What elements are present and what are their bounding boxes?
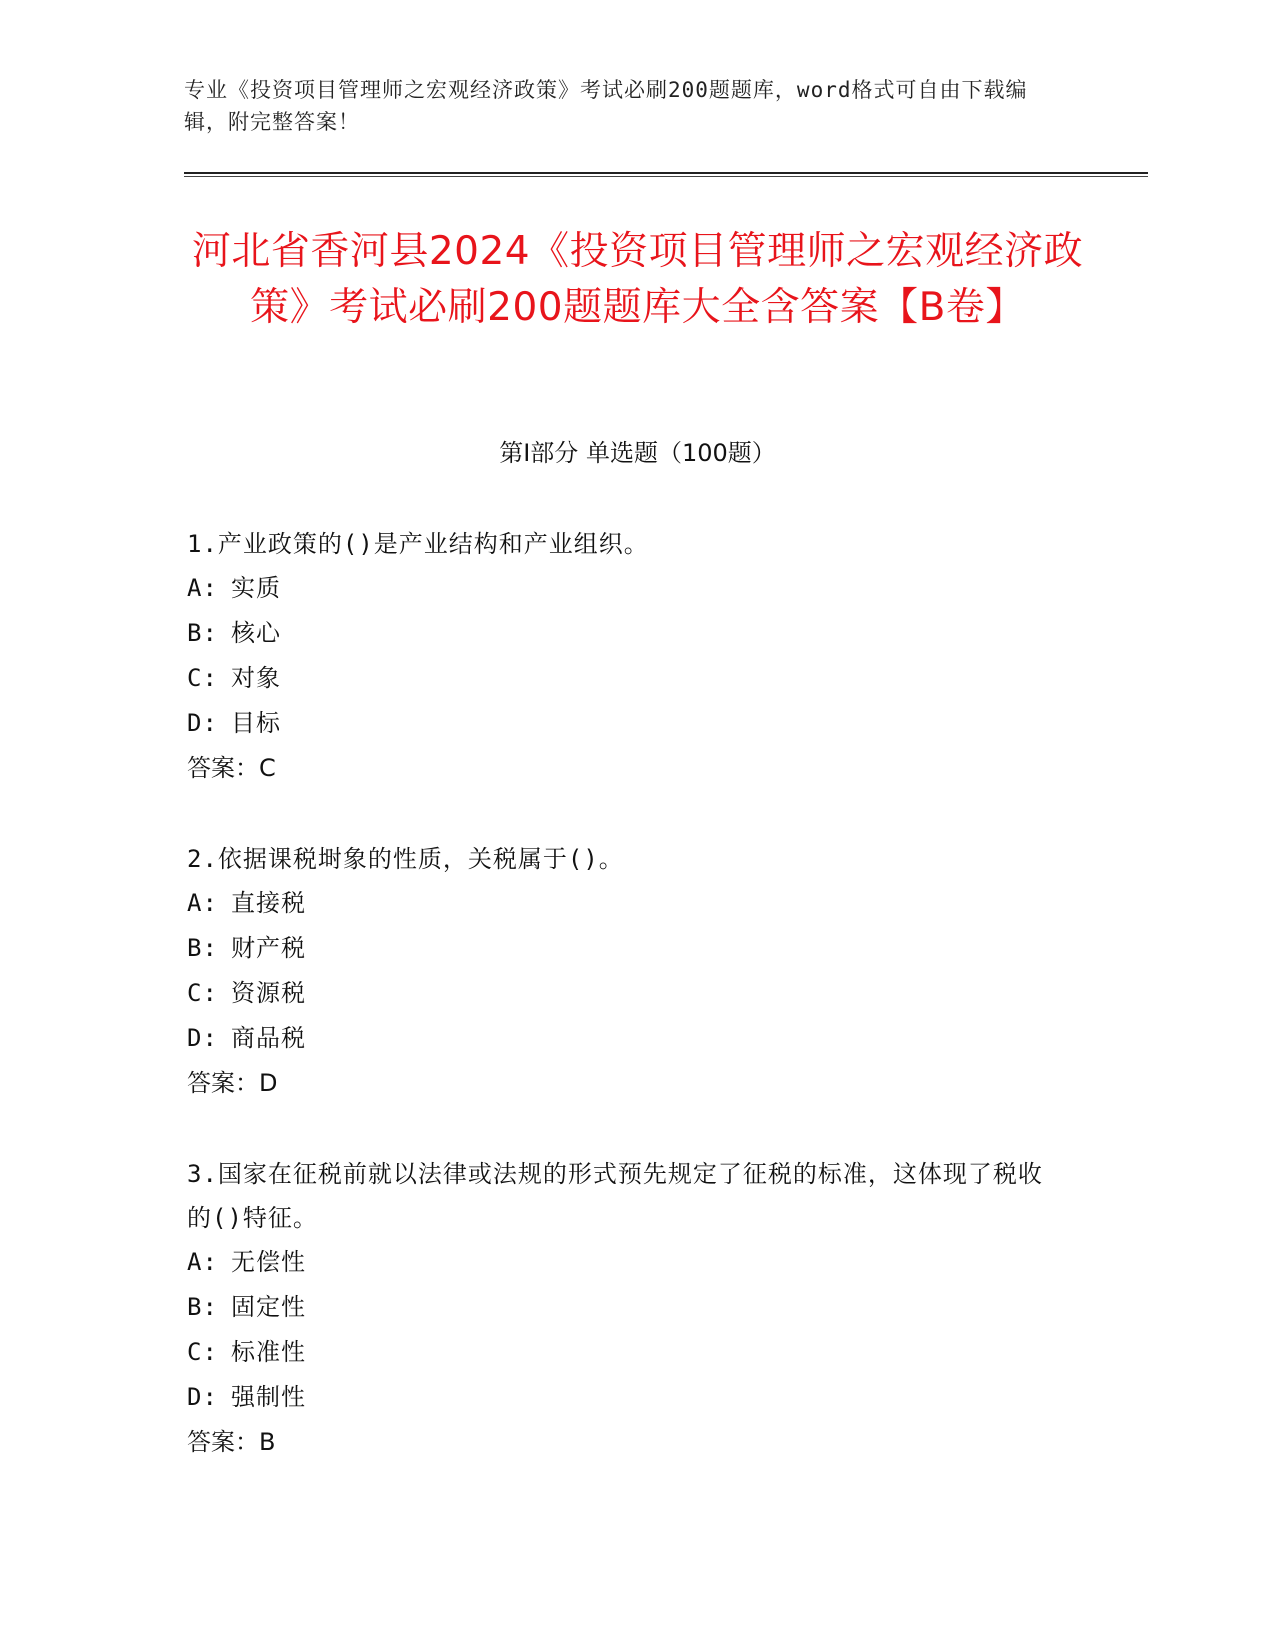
option-text: 标准性 bbox=[231, 1338, 306, 1366]
option-key: B: bbox=[187, 619, 218, 647]
question-list bbox=[187, 522, 1067, 1511]
option-text: 强制性 bbox=[231, 1383, 306, 1411]
option-text: 商品税 bbox=[231, 1024, 306, 1052]
option-d bbox=[187, 1016, 1067, 1061]
option-a bbox=[187, 1240, 1067, 1285]
option-c bbox=[187, 971, 1067, 1016]
answer-line: 答案：B bbox=[187, 1428, 276, 1456]
divider-line-thin bbox=[184, 176, 1148, 177]
option-c bbox=[187, 656, 1067, 701]
header-divider bbox=[184, 172, 1148, 178]
option-text: 直接税 bbox=[231, 889, 306, 917]
option-b bbox=[187, 926, 1067, 971]
option-text: 无偿性 bbox=[231, 1248, 306, 1276]
section-title: 第Ⅰ部分 单选题（100题） bbox=[499, 439, 776, 467]
option-key: C: bbox=[187, 979, 218, 1007]
option-key: D: bbox=[187, 709, 218, 737]
divider-line-thick bbox=[184, 172, 1148, 174]
header-note: 专业《投资项目管理师之宏观经济政策》考试必刷200题题库，word格式可自由下载编辑，附完整答案！ bbox=[184, 78, 1028, 134]
option-text: 固定性 bbox=[231, 1293, 306, 1321]
option-a bbox=[187, 881, 1067, 926]
answer-line: 答案：C bbox=[187, 754, 276, 782]
option-text: 财产税 bbox=[231, 934, 306, 962]
option-key: C: bbox=[187, 664, 218, 692]
option-key: C: bbox=[187, 1338, 218, 1366]
question-stem: 3.国家在征税前就以法律或法规的形式预先规定了征税的标准，这体现了税收的()特征。 bbox=[187, 1160, 1043, 1232]
question-3 bbox=[187, 1152, 1067, 1464]
option-key: A: bbox=[187, 889, 218, 917]
question-1 bbox=[187, 522, 1067, 790]
option-text: 对象 bbox=[231, 664, 281, 692]
question-stem: 2.依据课税埘象的性质，关税属于()。 bbox=[187, 845, 624, 873]
option-c bbox=[187, 1330, 1067, 1375]
option-text: 目标 bbox=[231, 709, 281, 737]
document-title: 河北省香河县2024《投资项目管理师之宏观经济政策》考试必刷200题题库大全含答案【B卷】 bbox=[191, 229, 1084, 330]
option-d bbox=[187, 701, 1067, 746]
option-key: A: bbox=[187, 574, 218, 602]
option-key: D: bbox=[187, 1383, 218, 1411]
option-b bbox=[187, 611, 1067, 656]
option-b bbox=[187, 1285, 1067, 1330]
option-d bbox=[187, 1375, 1067, 1420]
option-text: 实质 bbox=[231, 574, 281, 602]
option-key: B: bbox=[187, 1293, 218, 1321]
option-text: 核心 bbox=[231, 619, 281, 647]
option-key: A: bbox=[187, 1248, 218, 1276]
option-a bbox=[187, 566, 1067, 611]
question-2 bbox=[187, 837, 1067, 1105]
option-text: 资源税 bbox=[231, 979, 306, 1007]
option-key: B: bbox=[187, 934, 218, 962]
option-key: D: bbox=[187, 1024, 218, 1052]
answer-line: 答案：D bbox=[187, 1069, 278, 1097]
question-stem: 1.产业政策的()是产业结构和产业组织。 bbox=[187, 530, 649, 558]
